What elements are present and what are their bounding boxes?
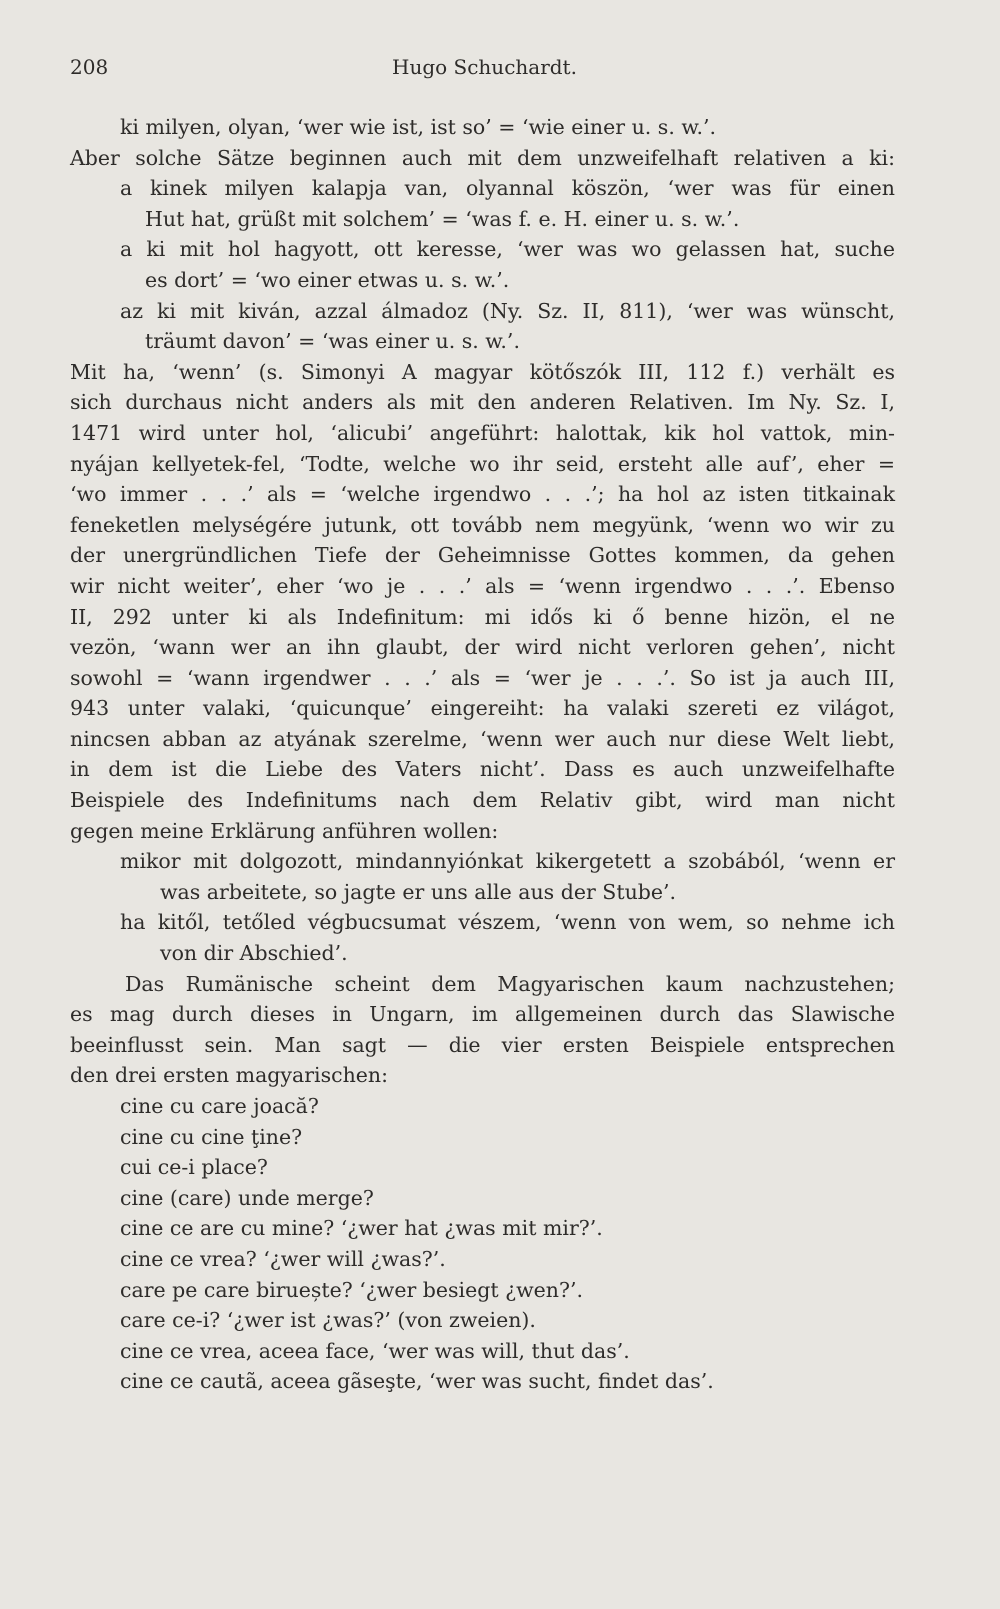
text-line: träumt davon’ = ‘was einer u. s. w.’. <box>145 329 520 354</box>
text-line: cine (care) unde merge? <box>120 1185 374 1210</box>
text-line: Beispiele des Indefinitums nach dem Relativ gibt, wird man nicht <box>70 788 895 813</box>
text-line: ha kitől, tetőled végbucsumat vészem, ‘wenn von wem, so nehme ich <box>120 910 895 935</box>
text-line: Mit ha, ‘wenn’ (s. Simonyi A magyar kötőszók III, 112 f.) verhält es <box>70 359 895 384</box>
text-line: nincsen abban az atyának szerelme, ‘wenn wer auch nur diese Welt liebt, <box>70 726 895 751</box>
text-line: in dem ist die Liebe des Vaters nicht’. Dass es auch unzweifelhafte <box>70 757 895 782</box>
text-line: Hut hat, grüßt mit solchem’ = ‘was f. e. H. einer u. s. w.’. <box>145 206 740 231</box>
text-line: den drei ersten magyarischen: <box>70 1063 389 1088</box>
page-number: 208 <box>70 55 109 79</box>
text-line: a kinek milyen kalapja van, olyannal köszön, ‘wer was für einen <box>120 176 895 201</box>
text-line: az ki mit kiván, azzal álmadoz (Ny. Sz. II, 811), ‘wer was wünscht, <box>120 298 895 323</box>
text-line: II, 292 unter ki als Indefinitum: mi idős ki ő benne hizön, el ne <box>70 604 895 629</box>
text-line: cine ce vrea, aceea face, ‘wer was will, thut das’. <box>120 1338 630 1363</box>
text-line: beeinflusst sein. Man sagt — die vier ersten Beispiele entsprechen <box>70 1032 895 1057</box>
page-header <box>70 55 930 87</box>
text-line: cine ce vrea? ‘¿wer will ¿was?’. <box>120 1246 446 1271</box>
text-line: cine ce cautã, aceea gãseşte, ‘wer was sucht, findet das’. <box>120 1369 714 1394</box>
text-line: 943 unter valaki, ‘quicunque’ eingereiht: ha valaki szereti ez világot, <box>70 696 895 721</box>
text-line: 1471 wird unter hol, ‘alicubi’ angeführt: halottak, kik hol vattok, min- <box>70 420 895 445</box>
text-line: care ce-i? ‘¿wer ist ¿was?’ (von zweien). <box>120 1308 536 1333</box>
text-line: sich durchaus nicht anders als mit den anderen Relativen. Im Ny. Sz. I, <box>70 390 895 415</box>
text-line: Aber solche Sätze beginnen auch mit dem unzweifelhaft relativen a ki: <box>70 145 895 170</box>
text-line: nyájan kellyetek-fel, ‘Todte, welche wo ihr seid, ersteht alle auf’, eher = <box>70 451 895 476</box>
running-head: Hugo Schuchardt. <box>392 55 577 79</box>
text-line: feneketlen melységére jutunk, ott tovább nem megyünk, ‘wenn wo wir zu <box>70 512 895 537</box>
text-line: a ki mit hol hagyott, ott keresse, ‘wer was wo gelassen hat, suche <box>120 237 895 262</box>
text-line: was arbeitete, so jagte er uns alle aus der Stube’. <box>160 879 677 904</box>
text-line: der unergründlichen Tiefe der Geheimnisse Gottes kommen, da gehen <box>70 543 895 568</box>
text-line: ki milyen, olyan, ‘wer wie ist, ist so’ = ‘wie einer u. s. w.’. <box>120 115 717 139</box>
text-line: gegen meine Erklärung anführen wollen: <box>70 818 499 843</box>
body-text <box>70 112 895 1397</box>
text-line: wir nicht weiter’, eher ‘wo je . . .’ als = ‘wenn irgendwo . . .’. Ebenso <box>70 573 895 598</box>
text-line: cine cu cine ţine? <box>120 1124 303 1149</box>
text-line: care pe care biruește? ‘¿wer besiegt ¿wen?’. <box>120 1277 584 1302</box>
text-line: cine cu care joacă? <box>120 1094 319 1118</box>
text-line: von dir Abschied’. <box>160 941 348 966</box>
text-line: es dort’ = ‘wo einer etwas u. s. w.’. <box>145 267 510 292</box>
text-line: cui ce-i place? <box>120 1155 268 1180</box>
text-line: ‘wo immer . . .’ als = ‘welche irgendwo . . .’; ha hol az isten titkainak <box>70 482 895 507</box>
text-line: vezön, ‘wann wer an ihn glaubt, der wird nicht verloren gehen’, nicht <box>70 635 895 660</box>
text-line: Das Rumänische scheint dem Magyarischen kaum nachzustehen; <box>125 971 895 996</box>
text-line: mikor mit dolgozott, mindannyiónkat kikergetett a szobából, ‘wenn er <box>120 849 895 874</box>
text-line: cine ce are cu mine? ‘¿wer hat ¿was mit mir?’. <box>120 1216 603 1241</box>
text-line: sowohl = ‘wann irgendwer . . .’ als = ‘wer je . . .’. So ist ja auch III, <box>70 665 895 690</box>
text-line: es mag durch dieses in Ungarn, im allgemeinen durch das Slawische <box>70 1002 895 1027</box>
